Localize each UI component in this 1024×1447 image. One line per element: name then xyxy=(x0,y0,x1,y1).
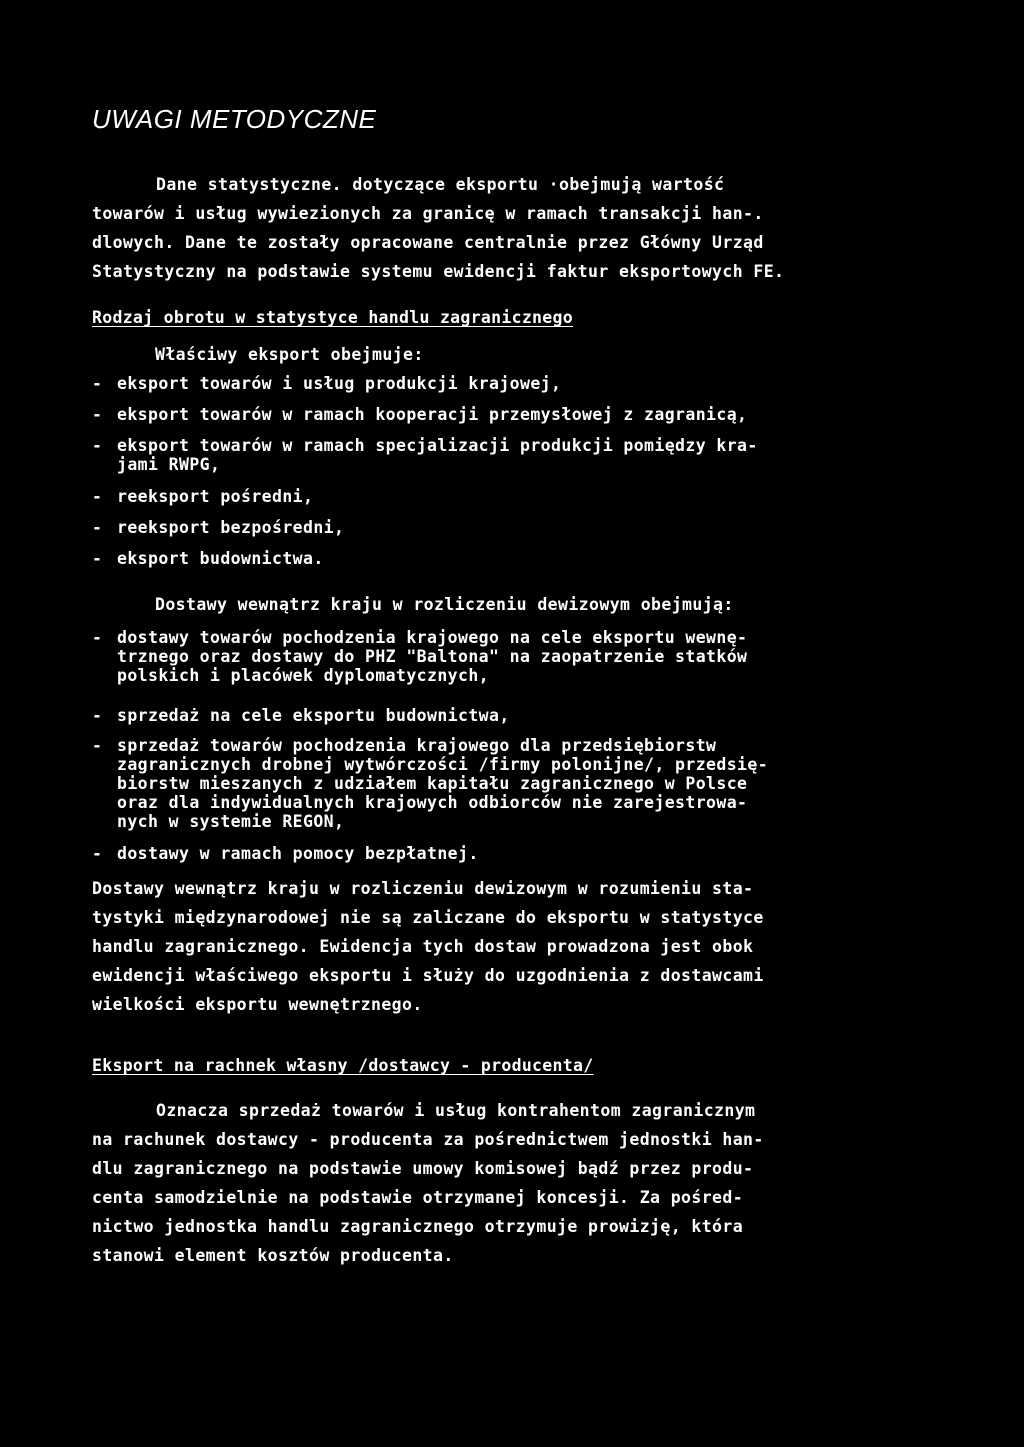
list-item: - reeksport bezpośredni, xyxy=(92,518,345,537)
text-line: stanowi element kosztów producenta. xyxy=(92,1246,454,1265)
list-dash: - xyxy=(92,436,103,455)
text-line: Dane statystyczne. dotyczące eksportu ·obejmują wartość xyxy=(156,175,725,194)
list-item: - sprzedaż towarów pochodzenia krajowego dla przedsiębiorstw zagranicznych drobnej wytwórczości /firmy polonijne/, przedsię- biorstw mieszanych z udziałem kapitału zagranicznego w Polsce oraz dla indywidualnych krajowych odbiorców nie zarejestrowa- nych w systemie REGON, xyxy=(92,736,769,831)
text-line: Dostawy wewnątrz kraju w rozliczeniu dewizowym w rozumieniu sta- xyxy=(92,879,754,898)
text-line: centa samodzielnie na podstawie otrzymanej koncesji. Za pośred- xyxy=(92,1188,744,1207)
text-line: Statystyczny na podstawie systemu ewidencji faktur eksportowych FE. xyxy=(92,262,785,281)
list-dash: - xyxy=(92,706,103,725)
list-item: - eksport towarów i usług produkcji krajowej, xyxy=(92,374,562,393)
page-title: UWAGI METODYCZNE xyxy=(92,104,377,134)
list-item: - eksport towarów w ramach kooperacji przemysłowej z zagranicą, xyxy=(92,405,748,424)
text-line: tystyki międzynarodowej nie są zaliczane do eksportu w statystyce xyxy=(92,908,764,927)
list-dash: - xyxy=(92,736,103,755)
text-line: ewidencji właściwego eksportu i służy do uzgodnienia z dostawcami xyxy=(92,966,764,985)
list-item: - dostawy w ramach pomocy bezpłatnej. xyxy=(92,844,479,863)
text-line: wielkości eksportu wewnętrznego. xyxy=(92,995,423,1014)
list-item: - eksport budownictwa. xyxy=(92,549,324,568)
list-dash: - xyxy=(92,518,103,537)
text-line: nictwo jednostka handlu zagranicznego otrzymuje prowizję, która xyxy=(92,1217,744,1236)
list-dash: - xyxy=(92,628,103,647)
text-line: dlowych. Dane te zostały opracowane centralnie przez Główny Urząd xyxy=(92,233,764,252)
paragraph-dostawy-dewizowe xyxy=(92,874,764,1019)
list-item: - dostawy towarów pochodzenia krajowego na cele eksportu wewnę- trznego oraz dostawy do PHZ "Baltona" na zaopatrzenie statków polskich i placówek dyplomatycznych, xyxy=(92,628,748,685)
list-item: - eksport towarów w ramach specjalizacji produkcji pomiędzy kra- jami RWPG, xyxy=(92,436,758,474)
list-dash: - xyxy=(92,844,103,863)
text-line: handlu zagranicznego. Ewidencja tych dostaw prowadzona jest obok xyxy=(92,937,754,956)
subheading-text: Dostawy wewnątrz kraju w rozliczeniu dewizowym obejmują: xyxy=(155,595,734,614)
text-line: na rachunek dostawcy - producenta za pośrednictwem jednostki han- xyxy=(92,1130,764,1149)
section-heading-rodzaj-obrotu: Rodzaj obrotu w statystyce handlu zagranicznego xyxy=(92,308,573,327)
list-dash: - xyxy=(92,549,103,568)
list-item: - reeksport pośredni, xyxy=(92,487,314,506)
intro-paragraph xyxy=(92,170,784,286)
list-dash: - xyxy=(92,374,103,393)
subheading-dostawy xyxy=(155,590,734,619)
section-heading-eksport-na-rachunek: Eksport na rachnek własny /dostawcy - producenta/ xyxy=(92,1056,594,1075)
text-line: Oznacza sprzedaż towarów i usług kontrahentom zagranicznym xyxy=(156,1101,756,1120)
subheading-text: Właściwy eksport obejmuje: xyxy=(155,345,424,364)
subheading-wlasciwy-eksport xyxy=(155,340,424,369)
text-line: dlu zagranicznego na podstawie umowy komisowej bądź przez produ- xyxy=(92,1159,754,1178)
list-dash: - xyxy=(92,487,103,506)
list-item: - sprzedaż na cele eksportu budownictwa, xyxy=(92,706,510,725)
list-dash: - xyxy=(92,405,103,424)
text-line: towarów i usług wywiezionych za granicę w ramach transakcji han-. xyxy=(92,204,764,223)
paragraph-eksport-na-rachunek xyxy=(92,1096,764,1270)
